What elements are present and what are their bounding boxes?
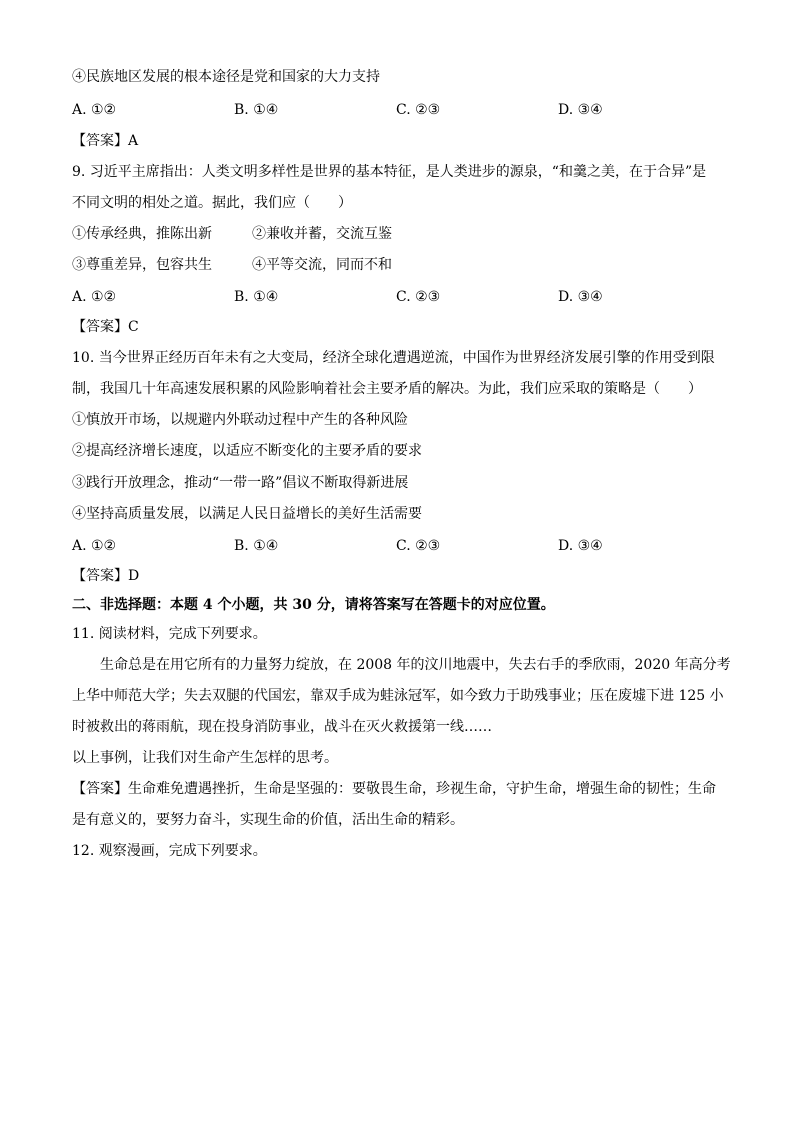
q11-material-line-2: 上华中师范大学；失去双腿的代国宏，靠双手成为蛙泳冠军，如今致力于助残事业；压在废墟下进 125 小 (72, 688, 724, 704)
q9-answer: 【答案】C (72, 319, 139, 335)
q11-material-line-1: 生命总是在用它所有的力量努力绽放，在 2008 年的汶川地震中，失去右手的季欣雨，2020 年高分考 (100, 657, 731, 673)
q10-option-c: C. ②③ (396, 538, 441, 554)
q9-statement-2: ②兼收并蓄，交流互鉴 (252, 226, 392, 242)
q9-stem-line-2: 不同文明的相处之道。据此，我们应（ ） (72, 195, 352, 211)
q9-option-a: A. ①② (72, 289, 117, 305)
q8-option-b: B. ①④ (234, 102, 279, 118)
q8-options (72, 101, 632, 119)
q10-stem-line-1: 10. 当今世界正经历百年未有之大变局，经济全球化遭遇逆流，中国作为世界经济发展引擎的作用受到限 (72, 350, 715, 366)
q9-statement-1: ①传承经典，推陈出新 (72, 226, 212, 242)
q10-option-d: D. ③④ (558, 538, 603, 554)
q9-options (72, 288, 632, 306)
q11-question: 以上事例，让我们对生命产生怎样的思考。 (72, 750, 338, 766)
q9-statements-row-2 (72, 256, 472, 274)
q9-statement-3: ③尊重差异，包容共生 (72, 257, 212, 273)
q11-answer-line-2: 是有意义的，要努力奋斗，实现生命的价值，活出生命的精彩。 (72, 812, 464, 828)
q10-statement-3: ③践行开放理念，推动“一带一路”倡议不断取得新进展 (72, 475, 409, 491)
q10-options (72, 537, 632, 555)
q8-option-a: A. ①② (72, 102, 117, 118)
q11-answer-line-1: 【答案】生命难免遭遇挫折，生命是坚强的：要敬畏生命，珍视生命，守护生命，增强生命的韧性；生命 (72, 781, 716, 797)
q8-option-c: C. ②③ (396, 102, 441, 118)
q8-option-d: D. ③④ (558, 102, 603, 118)
q10-answer: 【答案】D (72, 568, 140, 584)
q10-statement-4: ④坚持高质量发展，以满足人民日益增长的美好生活需要 (72, 506, 422, 522)
q10-option-b: B. ①④ (234, 538, 279, 554)
q9-statements-row-1 (72, 225, 472, 243)
q9-stem-line-1: 9. 习近平主席指出：人类文明多样性是世界的基本特征，是人类进步的源泉，“和羹之美，在于合异”是 (72, 164, 707, 180)
q12-prompt: 12. 观察漫画，完成下列要求。 (72, 843, 267, 859)
q9-option-d: D. ③④ (558, 289, 603, 305)
q9-option-c: C. ②③ (396, 289, 441, 305)
q11-material-line-3: 时被救出的蒋雨航，现在投身消防事业，战斗在灭火救援第一线…… (72, 719, 492, 735)
q10-option-a: A. ①② (72, 538, 117, 554)
q8-statement-4: ④民族地区发展的根本途径是党和国家的大力支持 (72, 69, 380, 85)
q10-statement-1: ①慎放开市场，以规避内外联动过程中产生的各种风险 (72, 412, 408, 428)
q9-option-b: B. ①④ (234, 289, 279, 305)
q9-statement-4: ④平等交流，同而不和 (252, 257, 392, 273)
q11-prompt: 11. 阅读材料，完成下列要求。 (72, 626, 267, 642)
q8-answer: 【答案】A (72, 133, 139, 149)
section-2-heading: 二、非选择题：本题 4 个小题，共 30 分，请将答案写在答题卡的对应位置。 (72, 597, 555, 613)
q10-statement-2: ②提高经济增长速度，以适应不断变化的主要矛盾的要求 (72, 443, 422, 459)
q10-stem-line-2: 制，我国几十年高速发展积累的风险影响着社会主要矛盾的解决。为此，我们应采取的策略是（ ） (72, 381, 702, 397)
